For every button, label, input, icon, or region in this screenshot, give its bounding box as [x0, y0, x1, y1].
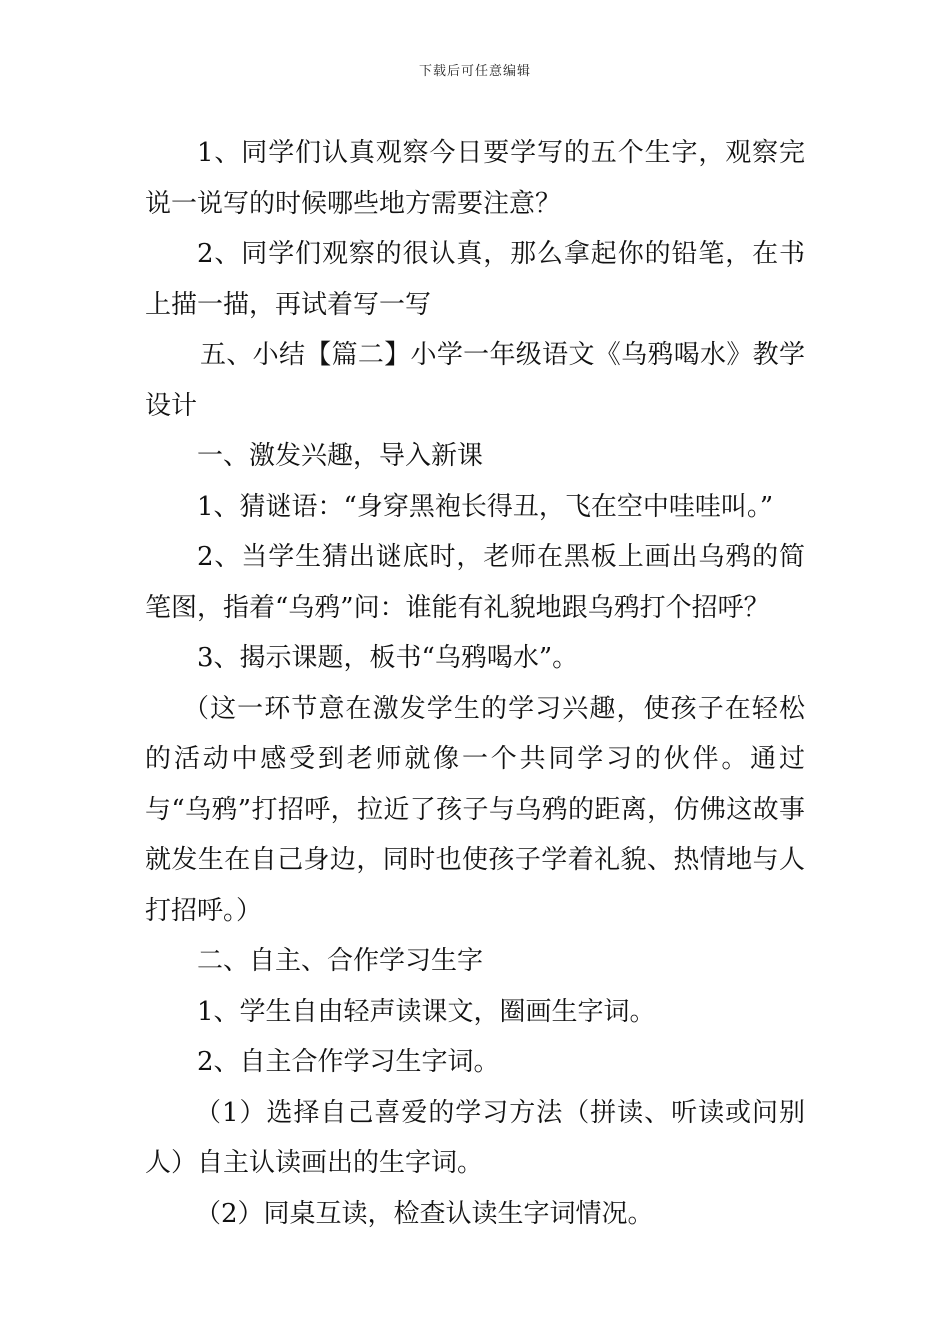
section-heading: 五、小结【篇二】小学一年级语文《乌鸦喝水》教学设计 [145, 340, 805, 421]
paragraph: 2、当学生猜出谜底时，老师在黑板上画出乌鸦的简笔图，指着“乌鸦”问：谁能有礼貌地跟乌鸦打个招呼？ [145, 542, 805, 623]
paragraph: （2）同桌互读，检查认读生字词情况。 [195, 1198, 654, 1229]
section-heading: 二、自主、合作学习生字 [197, 946, 484, 976]
page-header: 下载后可任意编辑 [418, 64, 531, 79]
paragraph: 2、自主合作学习生字词。 [197, 1047, 500, 1077]
paragraph: 1、同学们认真观察今日要学写的五个生字，观察完说一说写的时候哪些地方需要注意？ [145, 138, 805, 219]
paragraph: （这一环节意在激发学生的学习兴趣，使孩子在轻松的活动中感受到老师就像一个共同学习的伙伴。通过与“乌鸦”打招呼，拉近了孩子与乌鸦的距离，仿佛这故事就发生在自己身边，同时也使孩子学着礼貌、热情地与人打招呼。） [145, 693, 805, 926]
section-heading: 一、激发兴趣，导入新课 [197, 441, 484, 471]
paragraph: 3、揭示课题，板书“乌鸦喝水”。 [197, 643, 579, 673]
paragraph: 1、学生自由轻声读课文，圈画生字词。 [197, 996, 656, 1027]
paragraph: 1、猜谜语：“身穿黑袍长得丑，飞在空中哇哇叫。” [197, 491, 774, 522]
document-body [145, 128, 805, 1239]
paragraph: 2、同学们观察的很认真，那么拿起你的铅笔，在书上描一描，再试着写一写 [145, 239, 805, 320]
paragraph: （1）选择自己喜爱的学习方法（拼读、听读或问别人）自主认读画出的生字词。 [145, 1097, 805, 1178]
